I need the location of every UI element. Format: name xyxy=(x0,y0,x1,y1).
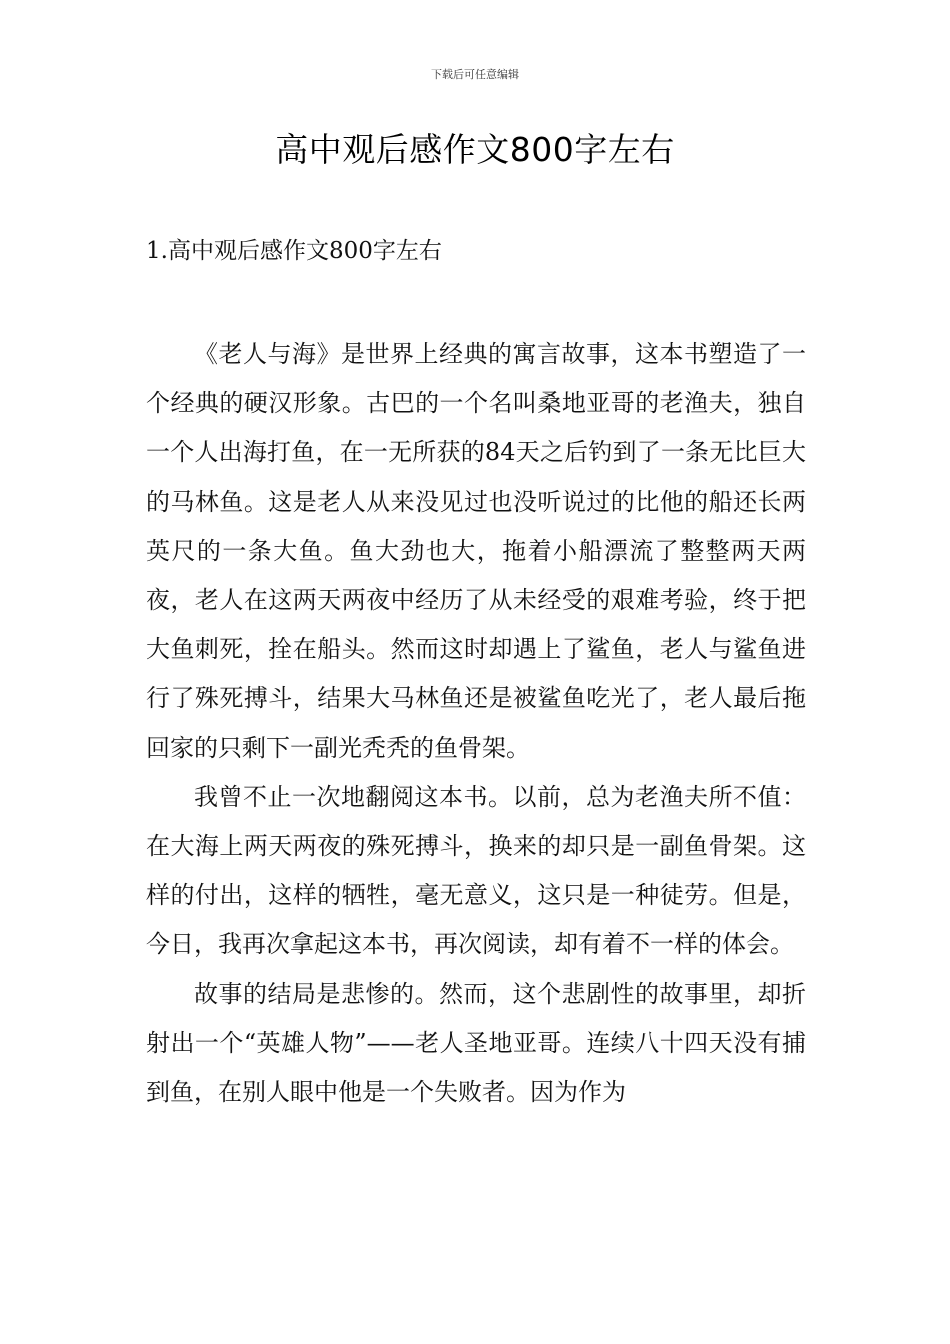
document-title: 高中观后感作文800字左右 xyxy=(275,130,675,169)
body-text xyxy=(146,330,806,1117)
paragraph-2: 我曾不止一次地翻阅这本书。以前，总为老渔夫所不值：在大海上两天两夜的殊死搏斗，换来的却只是一副鱼骨架。这样的付出，这样的牺牲，毫无意义，这只是一种徒劳。但是，今日，我再次拿起这本书，再次阅读，却有着不一样的体会。 xyxy=(146,782,806,959)
paragraph-1: 《老人与海》是世界上经典的寓言故事，这本书塑造了一个经典的硬汉形象。古巴的一个名叫桑地亚哥的老渔夫，独自一个人出海打鱼，在一无所获的84天之后钓到了一条无比巨大的马林鱼。这是老人从来没见过也没听说过的比他的船还长两英尺的一条大鱼。鱼大劲也大，拖着小船漂流了整整两天两夜，老人在这两天两夜中经历了从未经受的艰难考验，终于把大鱼刺死，拴在船头。然而这时却遇上了鲨鱼，老人与鲨鱼进行了殊死搏斗，结果大马林鱼还是被鲨鱼吃光了，老人最后拖回家的只剩下一副光秃秃的鱼骨架。 xyxy=(146,340,806,762)
header-note: 下载后可任意编辑 xyxy=(431,68,519,81)
section-heading: 1.高中观后感作文800字左右 xyxy=(146,238,442,264)
paragraph-3: 故事的结局是悲惨的。然而，这个悲剧性的故事里，却折射出一个“英雄人物”——老人圣地亚哥。连续八十四天没有捕到鱼，在别人眼中他是一个失败者。因为作为 xyxy=(146,979,806,1107)
